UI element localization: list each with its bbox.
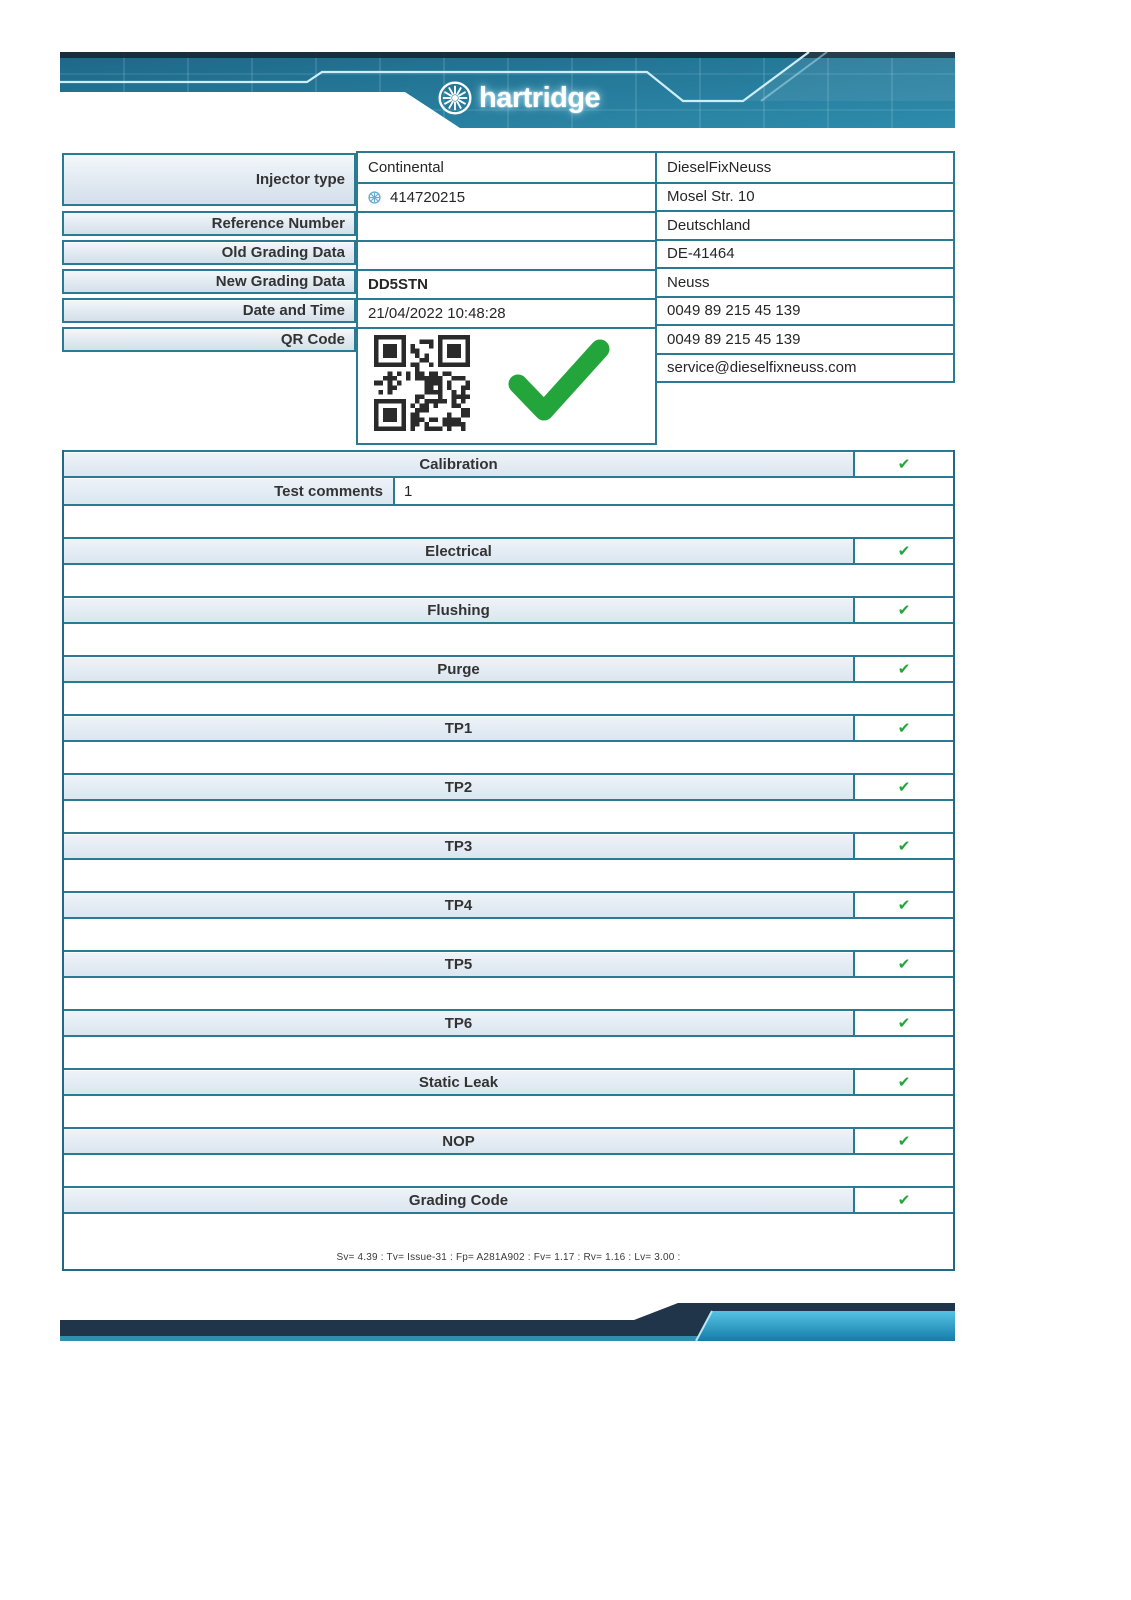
new-grading-data-label: New Grading Data: [62, 269, 356, 294]
section-spacer: [64, 860, 953, 891]
date-and-time-label: Date and Time: [62, 298, 356, 323]
section-check-cell: [853, 539, 953, 563]
qr-code-label: QR Code: [62, 327, 356, 352]
customer-city: Neuss: [657, 267, 953, 296]
qr-result-cell: [358, 327, 655, 443]
check-icon: ✔: [897, 456, 911, 473]
section-spacer: [64, 506, 953, 537]
old-grading-value: [358, 240, 655, 269]
date-time-value: 21/04/2022 10:48:28: [358, 298, 655, 327]
section-label: Static Leak: [64, 1070, 853, 1094]
section-row-tp6: [64, 1009, 953, 1037]
test-sections: [64, 450, 953, 1245]
section-row-purge: [64, 655, 953, 683]
customer-column: [655, 151, 955, 383]
section-label: Calibration: [64, 452, 853, 476]
customer-country: Deutschland: [657, 210, 953, 239]
section-check-cell: [853, 452, 953, 476]
section-label: TP1: [64, 716, 853, 740]
check-icon: ✔: [897, 779, 911, 796]
new-grading-value: DD5STN: [358, 269, 655, 298]
section-label: Purge: [64, 657, 853, 681]
brand-logo: [437, 80, 600, 116]
section-label: TP4: [64, 893, 853, 917]
customer-name: DieselFixNeuss: [667, 158, 772, 176]
customer-street: Mosel Str. 10: [657, 182, 953, 211]
section-check-cell: [853, 1070, 953, 1094]
check-icon: ✔: [897, 720, 911, 737]
section-row-static-leak: [64, 1068, 953, 1096]
section-spacer: [64, 565, 953, 596]
check-icon: ✔: [897, 543, 911, 560]
check-icon: ✔: [897, 1133, 911, 1150]
section-check-cell: [853, 1188, 953, 1212]
section-label: Electrical: [64, 539, 853, 563]
section-spacer: [64, 1214, 953, 1245]
section-check-cell: [853, 598, 953, 622]
section-row-tp5: [64, 950, 953, 978]
test-comments-label: Test comments: [64, 478, 395, 504]
section-label: TP6: [64, 1011, 853, 1035]
section-row-flushing: [64, 596, 953, 624]
hartridge-wheel-icon: [437, 80, 473, 116]
section-check-cell: [853, 775, 953, 799]
section-check-cell: [853, 657, 953, 681]
section-spacer: [64, 1155, 953, 1186]
version-info-line: Sv= 4.39 : Tv= Issue-31 : Fp= A281A902 : Fv= 1.17 : Rv= 1.16 : Lv= 3.00 :: [336, 1251, 681, 1263]
section-spacer: [64, 624, 953, 655]
section-spacer: [64, 919, 953, 950]
section-label: TP3: [64, 834, 853, 858]
section-spacer: [64, 1096, 953, 1127]
brand-logo-text: hartridge: [479, 81, 601, 114]
check-icon: ✔: [897, 1192, 911, 1209]
customer-email: service@dieselfixneuss.com: [657, 353, 953, 382]
check-icon: ✔: [897, 897, 911, 914]
check-icon: ✔: [897, 1074, 911, 1091]
section-row-tp3: [64, 832, 953, 860]
qr-code-image: [374, 335, 470, 431]
injector-number-value: 414720215: [390, 189, 466, 206]
section-label: Grading Code: [64, 1188, 853, 1212]
injector-type-label: Injector type: [62, 153, 356, 206]
section-row-electrical: [64, 537, 953, 565]
injector-number-row: [358, 182, 655, 211]
section-spacer: [64, 683, 953, 714]
customer-phone-2: 0049 89 215 45 139: [657, 324, 953, 353]
section-check-cell: [853, 1129, 953, 1153]
test-results-table: [62, 450, 955, 1271]
reference-number-label: Reference Number: [62, 211, 356, 236]
section-check-cell: [853, 1011, 953, 1035]
section-label: NOP: [64, 1129, 853, 1153]
check-icon: ✔: [897, 838, 911, 855]
section-row-grading-code: [64, 1186, 953, 1214]
section-label: TP2: [64, 775, 853, 799]
test-comments-row: [64, 478, 953, 506]
section-spacer: [64, 978, 953, 1009]
old-grading-data-label: Old Grading Data: [62, 240, 356, 265]
customer-phone-1: 0049 89 215 45 139: [657, 296, 953, 325]
pass-checkmark-icon: [504, 332, 614, 437]
section-check-cell: [853, 834, 953, 858]
injector-make-value: Continental: [368, 159, 444, 176]
check-icon: ✔: [897, 602, 911, 619]
section-row-tp2: [64, 773, 953, 801]
section-check-cell: [853, 893, 953, 917]
section-row-nop: [64, 1127, 953, 1155]
section-check-cell: [853, 952, 953, 976]
check-icon: ✔: [897, 661, 911, 678]
section-spacer: [64, 801, 953, 832]
test-comments-value: 1: [404, 482, 413, 500]
check-icon: ✔: [897, 1015, 911, 1032]
footer-banner: [60, 1296, 955, 1344]
section-spacer: [64, 742, 953, 773]
section-spacer: [64, 1037, 953, 1068]
customer-postcode: DE-41464: [657, 239, 953, 268]
injector-wheel-icon: [368, 191, 381, 204]
section-label: TP5: [64, 952, 853, 976]
reference-number-value: [358, 211, 655, 240]
section-row-tp4: [64, 891, 953, 919]
check-icon: ✔: [897, 956, 911, 973]
injector-value-column: [356, 151, 657, 445]
section-label: Flushing: [64, 598, 853, 622]
section-row-calibration: [64, 450, 953, 478]
section-row-tp1: [64, 714, 953, 742]
section-check-cell: [853, 716, 953, 740]
